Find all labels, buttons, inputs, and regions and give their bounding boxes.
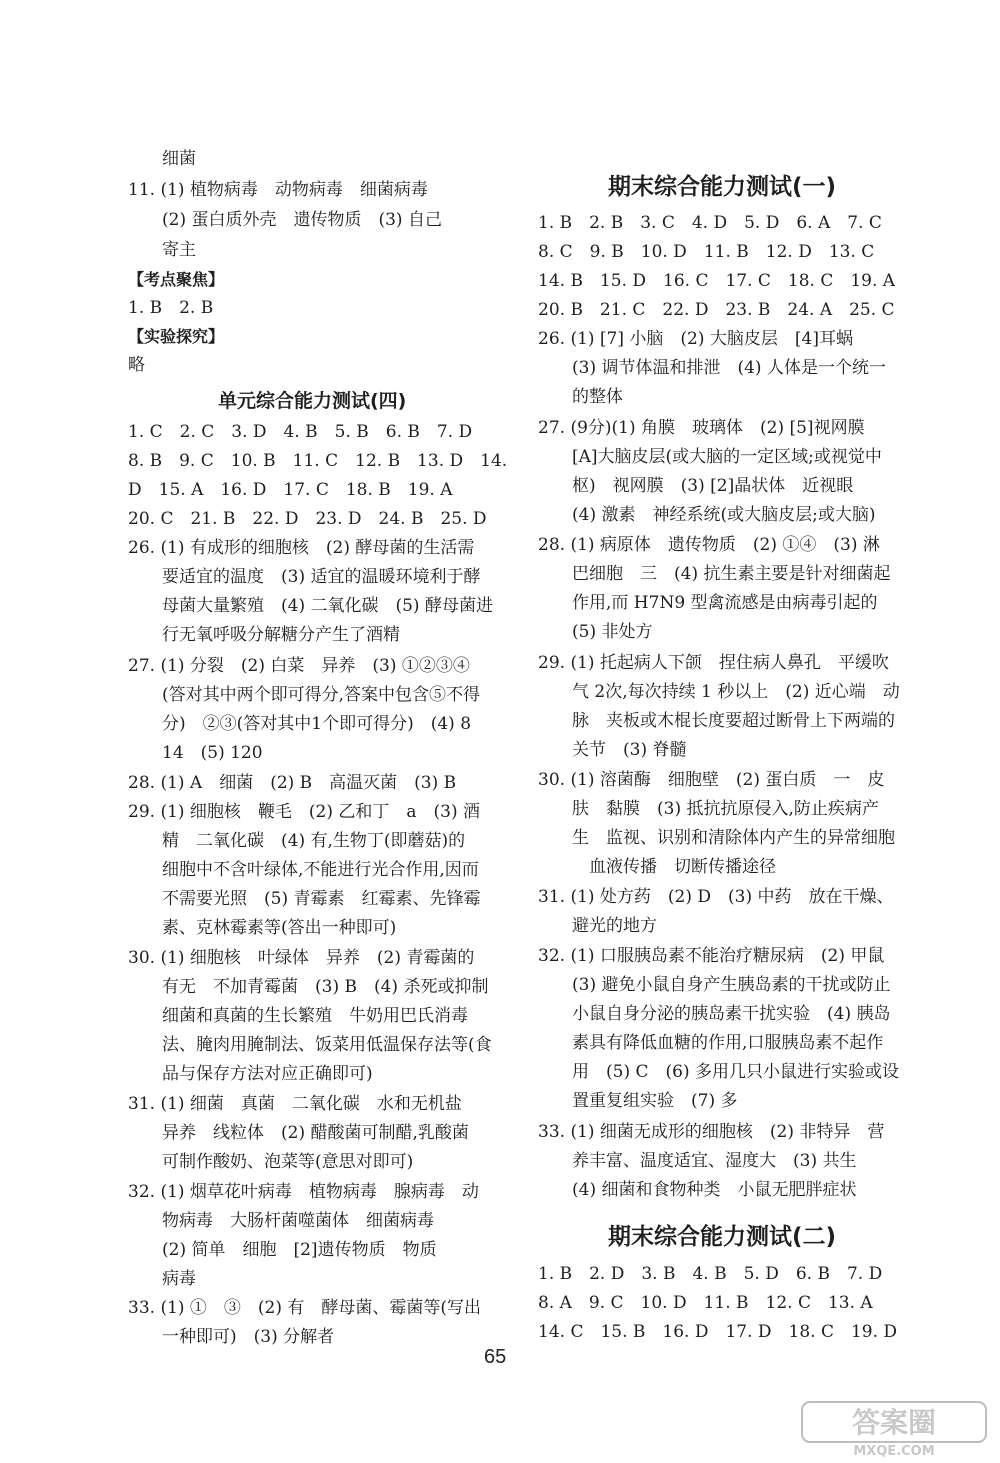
final1-heading: 期末综合能力测试(一) <box>608 174 837 200</box>
answer-line: 要适宜的温度 (3) 适宜的温暖环境利于酵 <box>128 567 481 587</box>
answer-line: 避光的地方 <box>538 916 657 936</box>
answer-line: 法、腌肉用腌制法、饭菜用低温保存法等(食 <box>128 1035 492 1055</box>
answer-line: 14. B 15. D 16. C 17. C 18. C 19. A <box>538 271 896 291</box>
answer-line: 行无氧呼吸分解糖分产生了酒精 <box>128 625 400 645</box>
answer-line: 分) ②③(答对其中1个即可得分) (4) 8 <box>128 714 472 734</box>
answer-line: 母菌大量繁殖 (4) 二氧化碳 (5) 酵母菌进 <box>128 596 493 616</box>
answer-line: 养丰富、温度适宜、湿度大 (3) 共生 <box>538 1151 857 1171</box>
answer-line: 作用,而 H7N9 型禽流感是由病毒引起的 <box>538 593 878 613</box>
answer-line: 14. C 15. B 16. D 17. D 18. C 19. D <box>538 1322 898 1342</box>
watermark-logo-graphic <box>800 1398 988 1458</box>
answer-line: 异养 线粒体 (2) 醋酸菌可制醋,乳酸菌 <box>128 1123 469 1143</box>
answer-line: 30. (1) 细胞核 叶绿体 异养 (2) 青霉菌的 <box>128 948 475 968</box>
answer-line: 置重复组实验 (7) 多 <box>538 1091 738 1111</box>
answer-line: (3) 调节体温和排泄 (4) 人体是一个统一 <box>538 358 886 378</box>
watermark-logo-text: 答案圈 <box>851 1406 937 1439</box>
answer-line: 33. (1) ① ③ (2) 有 酵母菌、霉菌等(写出 <box>128 1298 482 1318</box>
answer-line: 细胞中不含叶绿体,不能进行光合作用,因而 <box>128 860 479 880</box>
answer-line: 用 (5) C (6) 多用几只小鼠进行实验或设 <box>538 1062 899 1082</box>
answer-line: 31. (1) 处方药 (2) D (3) 中药 放在干燥、 <box>538 887 894 907</box>
answer-line: 1. C 2. C 3. D 4. B 5. B 6. B 7. D <box>128 422 473 442</box>
unit4-heading: 单元综合能力测试(四) <box>218 390 407 412</box>
answer-line: 33. (1) 细菌无成形的细胞核 (2) 非特异 营 <box>538 1122 885 1142</box>
answer-line: 有无 不加青霉菌 (3) B (4) 杀死或抑制 <box>128 977 489 997</box>
answer-line: 14 (5) 120 <box>128 743 263 763</box>
answer-line: 32. (1) 烟草花叶病毒 植物病毒 腺病毒 动 <box>128 1182 479 1202</box>
answer-line: (5) 非处方 <box>538 622 653 642</box>
answer-line: 脉 夹板或木棍长度要超过断骨上下两端的 <box>538 711 895 731</box>
answer-line: 30. (1) 溶菌酶 细胞壁 (2) 蛋白质 一 皮 <box>538 770 885 790</box>
answer-line: 8. C 9. B 10. D 11. B 12. D 13. C <box>538 242 875 262</box>
answer-line: 素具有降低血糖的作用,口服胰岛素不起作 <box>538 1033 884 1053</box>
answer-line: 20. B 21. C 22. D 23. B 24. A 25. C <box>538 300 895 320</box>
answer-line: 31. (1) 细菌 真菌 二氧化碳 水和无机盐 <box>128 1094 462 1114</box>
answer-line: 血液传播 切断传播途径 <box>538 857 776 877</box>
answer-line: 细菌 <box>128 149 196 169</box>
answer-line: 8. B 9. C 10. B 11. C 12. B 13. D 14. <box>128 451 508 471</box>
page-number: 65 <box>484 1346 507 1368</box>
answer-line: 26. (1) 有成形的细胞核 (2) 酵母菌的生活需 <box>128 538 475 558</box>
answer-line: 精 二氧化碳 (4) 有,生物丁(即蘑菇)的 <box>128 831 466 851</box>
answer-line: 关节 (3) 脊髓 <box>538 740 687 760</box>
answer-line: (2) 简单 细胞 [2]遗传物质 物质 <box>128 1240 437 1260</box>
watermark-url: MXQE.COM <box>853 1444 935 1458</box>
answer-line: (4) 细菌和食物种类 小鼠无肥胖症状 <box>538 1180 857 1200</box>
answer-line: 巴细胞 三 (4) 抗生素主要是针对细菌起 <box>538 564 891 584</box>
answer-line: 品与保存方法对应正确即可) <box>128 1064 373 1084</box>
answer-line: 1. B 2. D 3. B 4. B 5. D 6. B 7. D <box>538 1264 883 1284</box>
answer-line: 气 2次,每次持续 1 秒以上 (2) 近心端 动 <box>538 682 900 702</box>
answer-line: 29. (1) 细胞核 鞭毛 (2) 乙和丁 a (3) 酒 <box>128 802 481 822</box>
answer-line: 26. (1) [7] 小脑 (2) 大脑皮层 [4]耳蜗 <box>538 329 853 349</box>
kaodian-answers: 1. B 2. B <box>128 298 214 318</box>
answer-line: [A]大脑皮层(或大脑的一定区域;或视觉中 <box>538 447 882 467</box>
answer-line: 小鼠自身分泌的胰岛素干扰实验 (4) 胰岛 <box>538 1004 891 1024</box>
answer-line: 的整体 <box>538 387 623 407</box>
answer-line: 生 监视、识别和清除体内产生的异常细胞 <box>538 828 895 848</box>
answer-line: 不需要光照 (5) 青霉素 红霉素、先锋霉 <box>128 889 481 909</box>
answer-line: 8. A 9. C 10. D 11. B 12. C 13. A <box>538 1293 873 1313</box>
answer-line: 物病毒 大肠杆菌噬菌体 细菌病毒 <box>128 1211 434 1231</box>
answer-line: 细菌和真菌的生长繁殖 牛奶用巴氏消毒 <box>128 1006 468 1026</box>
shiyan-heading: 【实验探究】 <box>128 327 225 346</box>
answer-line: 1. B 2. B 3. C 4. D 5. D 6. A 7. C <box>538 213 882 233</box>
answer-line: 11. (1) 植物病毒 动物病毒 细菌病毒 <box>128 180 428 200</box>
answer-line: 20. C 21. B 22. D 23. D 24. B 25. D <box>128 509 487 529</box>
answer-line: (4) 激素 神经系统(或大脑皮层;或大脑) <box>538 505 876 525</box>
answer-line: 寄主 <box>128 240 196 260</box>
answer-line: (2) 蛋白质外壳 遗传物质 (3) 自己 <box>128 210 442 230</box>
answer-line: 一种即可) (3) 分解者 <box>128 1327 335 1347</box>
answer-line: 28. (1) A 细菌 (2) B 高温灭菌 (3) B <box>128 773 457 793</box>
watermark-logo <box>800 1398 988 1458</box>
answer-line: 28. (1) 病原体 遗传物质 (2) ①④ (3) 淋 <box>538 535 880 555</box>
kaodian-heading: 【考点聚焦】 <box>128 270 225 289</box>
final2-heading: 期末综合能力测试(二) <box>608 1224 837 1250</box>
answer-line: D 15. A 16. D 17. C 18. B 19. A <box>128 480 453 500</box>
answer-line: 29. (1) 托起病人下颌 捏住病人鼻孔 平缓吹 <box>538 653 889 673</box>
answer-line: 肤 黏膜 (3) 抵抗抗原侵入,防止疾病产 <box>538 799 879 819</box>
answer-line: 可制作酸奶、泡菜等(意思对即可) <box>128 1152 414 1172</box>
answer-line: 27. (9分)(1) 角膜 玻璃体 (2) [5]视网膜 <box>538 418 865 438</box>
answer-line: (3) 避免小鼠自身产生胰岛素的干扰或防止 <box>538 975 891 995</box>
answer-line: 素、克林霉素等(答出一种即可) <box>128 918 397 938</box>
answer-line: 32. (1) 口服胰岛素不能治疗糖尿病 (2) 甲鼠 <box>538 946 885 966</box>
answer-line: 枢) 视网膜 (3) [2]晶状体 近视眼 <box>538 476 854 496</box>
answer-line: (答对其中两个即可得分,答案中包含⑤不得 <box>128 685 481 705</box>
answer-line: 27. (1) 分裂 (2) 白菜 异养 (3) ①②③④ <box>128 656 470 676</box>
answer-line: 病毒 <box>128 1269 196 1289</box>
shiyan-answer: 略 <box>128 355 145 375</box>
